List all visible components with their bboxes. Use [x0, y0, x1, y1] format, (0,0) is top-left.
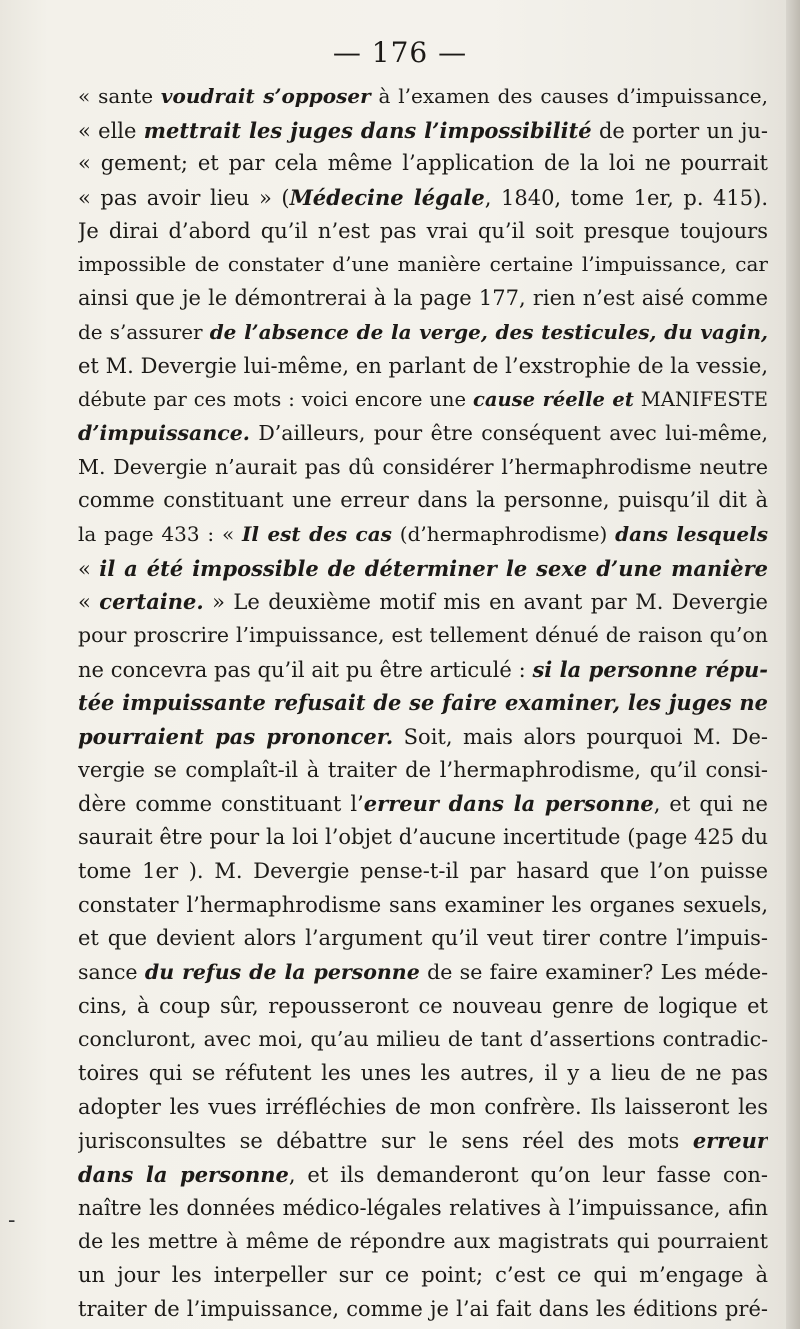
italic-segment: certaine. [99, 589, 204, 615]
text-segment: « elle [78, 118, 144, 143]
text-segment: concluront, avec moi, qu’au milieu de tant d’assertions contradic- [78, 1027, 768, 1052]
text-segment: « pas avoir lieu » ( [78, 186, 290, 211]
italic-segment: mettrait les juges dans l’impossibilité [143, 117, 592, 143]
text-line [78, 484, 768, 518]
text-segment: de se faire examiner? Les méde- [419, 959, 768, 984]
text-line [78, 114, 768, 148]
page-edge-shadow [786, 0, 800, 1329]
text-segment: , et qui ne [653, 792, 768, 817]
text-line [78, 990, 768, 1024]
margin-mark: - [8, 1208, 16, 1233]
text-segment: » Le deuxième motif mis en avant par M. Devergie [203, 590, 768, 615]
text-segment: D’ailleurs, pour être conséquent avec lui-même, [249, 420, 768, 445]
text-segment: « [78, 590, 100, 615]
italic-segment: d’impuissance. [78, 420, 250, 445]
text-segment: impossible de constater d’une manière certaine l’impuissance, car [78, 252, 768, 277]
text-line [78, 585, 768, 619]
text-segment: ne concevra pas qu’il ait pu être articulé : [78, 657, 533, 682]
text-line [78, 451, 768, 485]
text-segment: débute par ces mots : voici encore une [78, 388, 473, 412]
italic-segment: il a été impossible de déterminer le sexe d’une manière [99, 555, 768, 581]
italic-segment: dans la personne [78, 1162, 289, 1187]
text-segment: MANIFESTE [633, 388, 768, 412]
text-line [78, 1091, 768, 1125]
italic-segment: dans lesquels [615, 521, 768, 546]
text-line [78, 248, 768, 282]
text-segment: naître les données médico-légales relatives à l’impuissance, afin [78, 1195, 768, 1220]
text-line [78, 1293, 768, 1327]
text-segment: constater l’hermaphrodisme sans examiner les organes sexuels, [78, 892, 768, 917]
text-segment: et que devient alors l’argument qu’il veut tirer contre l’impuis- [78, 926, 768, 951]
text-segment: adopter les vues irréfléchies de mon confrère. Ils laisseront les [78, 1094, 768, 1119]
text-line [78, 686, 768, 720]
text-line [78, 80, 768, 114]
text-line [78, 1225, 768, 1259]
text-line [78, 147, 768, 181]
text-segment: vergie se complaît-il à traiter de l’hermaphrodisme, qu’il consi- [78, 757, 768, 782]
text-segment: (d’hermaphrodisme) [391, 521, 616, 546]
text-segment: et M. Devergie lui-même, en parlant de l’exstrophie de la vessie, [78, 353, 768, 378]
text-segment: Soit, mais alors pourquoi M. De- [393, 725, 768, 750]
page-number: — 176 — [332, 36, 468, 69]
text-segment: comme constituant une erreur dans la personne, puisqu’il dit à [78, 488, 768, 513]
italic-segment: cause réelle et [472, 388, 634, 412]
text-segment: sance [78, 959, 145, 984]
text-segment: cins, à coup sûr, repousseront ce nouveau genre de logique et [78, 993, 768, 1018]
text-line [78, 1259, 768, 1293]
text-segment: saurait être pour la loi l’objet d’aucune incertitude (page 425 du [78, 825, 768, 850]
italic-segment: erreur dans la personne [363, 791, 654, 817]
text-line [78, 754, 768, 788]
text-line [78, 1192, 768, 1226]
text-segment: traiter de l’impuissance, comme je l’ai fait dans les éditions pré- [78, 1296, 768, 1321]
italic-segment: pourraient pas prononcer. [78, 724, 394, 750]
text-line [78, 518, 768, 552]
text-line [78, 1023, 768, 1057]
italic-segment: erreur [692, 1128, 768, 1154]
text-line [78, 383, 768, 417]
text-segment: « gement; et par cela même l’application de la loi ne pourrait [78, 151, 768, 176]
text-segment: , et ils demanderont qu’on leur fasse con- [288, 1163, 768, 1187]
text-line [78, 1057, 768, 1091]
body-text [78, 80, 768, 1326]
text-segment: , 1840, tome 1er, p. 415). [484, 186, 768, 211]
text-line [78, 619, 768, 653]
text-line [78, 350, 768, 384]
text-line [78, 316, 768, 350]
text-line [78, 956, 768, 990]
text-segment: tome 1er ). M. Devergie pense-t-il par hasard que l’on puisse [78, 858, 768, 883]
text-line [78, 552, 768, 586]
text-segment: à l’examen des causes d’impuissance, [370, 84, 768, 108]
italic-segment: voudrait s’opposer [160, 84, 371, 108]
text-line [78, 787, 768, 821]
text-line [78, 417, 768, 451]
italic-segment: du refus de la personne [144, 959, 420, 984]
text-line [78, 181, 768, 215]
text-segment: la page 433 : « [78, 521, 243, 546]
italic-segment: Médecine légale [289, 185, 485, 211]
text-line [78, 215, 768, 249]
italic-segment: de l’absence de la verge, des testicules, du vagin, [209, 319, 768, 344]
text-segment: Je dirai d’abord qu’il n’est pas vrai qu’il soit presque toujours [78, 218, 768, 243]
text-segment: de porter un ju- [591, 118, 768, 143]
text-line [78, 653, 768, 687]
text-segment: toires qui se réfutent les unes les autres, il y a lieu de ne pas [78, 1060, 768, 1085]
text-segment: dère comme constituant l’ [78, 792, 364, 817]
italic-segment: si la personne répu- [532, 656, 768, 682]
text-segment: M. Devergie n’aurait pas dû considérer l’hermaphrodisme neutre [78, 454, 768, 479]
text-segment: ainsi que je le démontrerai à la page 177, rien n’est aisé comme [78, 286, 768, 311]
text-line [78, 922, 768, 956]
text-segment: un jour les interpeller sur ce point; c’est ce qui m’engage à [78, 1263, 768, 1288]
text-line [78, 855, 768, 889]
text-segment: « sante [78, 84, 161, 108]
text-segment: de s’assurer [78, 319, 210, 344]
text-line [78, 720, 768, 754]
text-segment: jurisconsultes se débattre sur le sens réel des mots [78, 1129, 693, 1154]
italic-segment: tée impuissante refusait de se faire examiner, les juges ne [78, 690, 768, 716]
text-segment: pour proscrire l’impuissance, est tellement dénué de raison qu’on [78, 623, 768, 647]
text-segment: de les mettre à même de répondre aux magistrats qui pourraient [78, 1229, 768, 1254]
text-segment: « [78, 556, 100, 581]
text-line [78, 1158, 768, 1192]
text-line [78, 889, 768, 923]
italic-segment: Il est des cas [242, 521, 392, 546]
text-line [78, 821, 768, 855]
text-line [78, 282, 768, 316]
text-line [78, 1124, 768, 1158]
